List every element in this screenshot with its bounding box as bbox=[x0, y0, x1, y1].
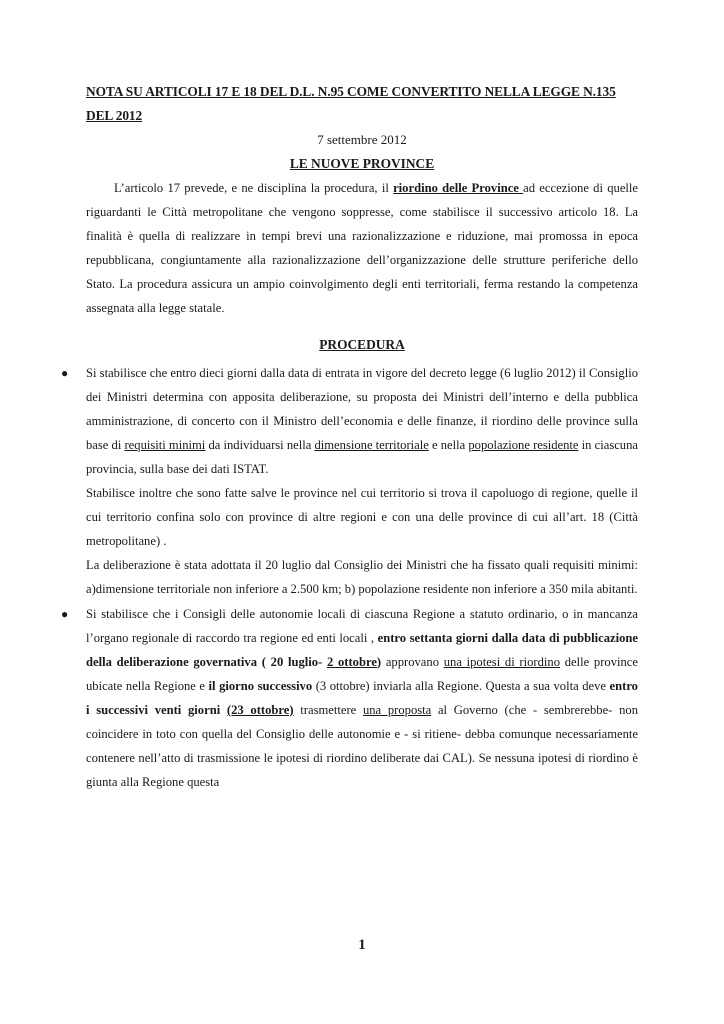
bullet2-text-d: (3 ottobre) inviarla alla Regione. Questa a sua volta deve bbox=[312, 678, 610, 693]
bullet2-2-ottobre: 2 ottobre bbox=[326, 654, 377, 669]
bullet2-una-proposta: una proposta bbox=[362, 702, 432, 717]
bullet2-text-c: delle province ubicate nella Regione e bbox=[86, 654, 638, 693]
section-heading-nuove-province: LE NUOVE PROVINCE bbox=[289, 156, 435, 171]
bullet1-paragraph2: Stabilisce inoltre che sono fatte salve le province nel cui territorio si trova il capoluogo di regione, quelle il cui territorio confina solo con province di altre regioni e con una delle province di cui all’art. 18 (Città metropolitane) . bbox=[86, 486, 638, 549]
bullet2-giorno-successivo: il giorno successivo bbox=[208, 678, 313, 693]
list-item-deliberazione bbox=[61, 361, 638, 602]
section-heading-procedura: PROCEDURA bbox=[319, 336, 405, 352]
intro-text-part2: ad eccezione di quelle riguardanti le Città metropolitane che vengono soppresse, come stabilisce il successivo articolo 18. La finalità è quella di realizzare in tempi brevi una razionalizzazione e riduzione, mai promossa in epoca repubblicana, congiuntamente alla razionalizzazione dell’organizzazione delle strutture periferiche dello Stato. La procedura assicura un ampio coinvolgimento degli enti territoriali, ferma restando la competenza assegnata alla legge statale. bbox=[86, 181, 638, 316]
intro-paragraph bbox=[86, 176, 638, 321]
bullet1-text-b: da individuarsi nella bbox=[205, 437, 315, 452]
intro-riordino-emphasis: riordino delle Province bbox=[393, 181, 524, 195]
bullet-icon: ● bbox=[61, 365, 69, 380]
bullet2-text-b: approvano bbox=[381, 654, 444, 669]
document-title: NOTA SU ARTICOLI 17 E 18 DEL D.L. N.95 COME CONVERTITO NELLA LEGGE N.135 DEL 2012 bbox=[86, 84, 616, 123]
page-number: 1 bbox=[358, 937, 366, 953]
intro-text-part1: L’articolo 17 prevede, e ne disciplina la procedura, il bbox=[114, 181, 394, 195]
document-date: 7 settembre 2012 bbox=[317, 132, 407, 147]
bullet1-popolazione-residente: popolazione residente bbox=[468, 437, 579, 452]
bullet-icon: ● bbox=[61, 606, 69, 621]
bullet2-settanta-giorni: entro settanta giorni dalla data di pubblicazione della deliberazione governativa ( 20 luglio- bbox=[86, 630, 638, 669]
bullet1-requisiti-minimi: requisiti minimi bbox=[124, 437, 206, 452]
bullet2-paragraph bbox=[86, 602, 638, 795]
bullet2-text-e: trasmettere bbox=[293, 702, 363, 717]
bullet1-text-d: in ciascuna provincia, sulla base dei dati ISTAT. bbox=[86, 437, 638, 476]
bullet1-text-c: e nella bbox=[428, 437, 469, 452]
list-item-consigli-autonomie bbox=[61, 602, 638, 795]
bullet1-text-a: Si stabilisce che entro dieci giorni dalla data di entrata in vigore del decreto legge (6 luglio 2012) il Consiglio dei Ministri determina con apposita deliberazione, su proposta dei Ministri dell’interno e della pubblica amministrazione, di concerto con il Ministro dell’economia e delle finanze, il riordino delle province sulla base di bbox=[86, 365, 638, 452]
bullet2-paren-close: ) bbox=[376, 654, 382, 669]
procedure-list bbox=[61, 361, 638, 795]
bullet2-venti-giorni: entro i successivi venti giorni bbox=[86, 678, 638, 717]
bullet1-paragraph3: La deliberazione è stata adottata il 20 luglio dal Consiglio dei Ministri che ha fissato quali requisiti minimi: a)dimensione territoriale non inferiore a 2.500 km; b) popolazione residente non inferiore a 350 mila abitanti. bbox=[86, 558, 638, 597]
bullet2-text-a: Si stabilisce che i Consigli delle autonomie locali di ciascuna Regione a statuto ordinario, o in mancanza l’organo regionale di raccordo tra regione ed enti locali , bbox=[86, 606, 638, 645]
bullet2-text-f: al Governo (che - sembrerebbe- non coincidere in toto con quella del Consiglio delle autonomie e - si ritiene- debba comunque necessariamente contenere nell’atto di trasmissione le ipotesi di riordino deliberate dai CAL). Se nessuna ipotesi di riordino è giunta alla Regione questa bbox=[86, 702, 638, 790]
bullet1-dimensione-territoriale: dimensione territoriale bbox=[314, 437, 429, 452]
bullet2-23-ottobre: (23 ottobre) bbox=[226, 702, 294, 717]
bullet2-ipotesi-riordino: una ipotesi di riordino bbox=[443, 654, 560, 669]
bullet1-paragraph1 bbox=[86, 361, 638, 481]
document-page bbox=[61, 80, 638, 794]
